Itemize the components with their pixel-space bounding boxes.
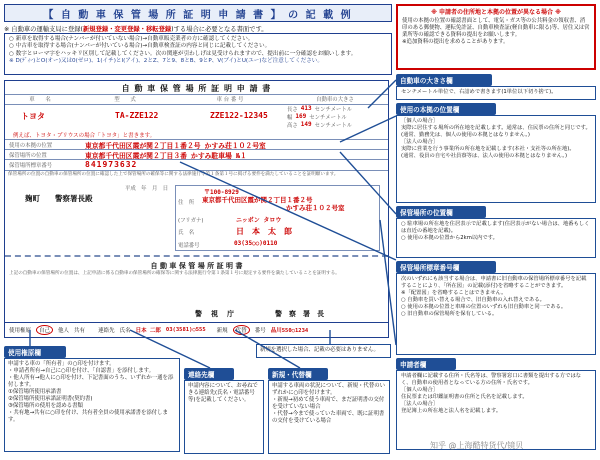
connector-size: [368, 80, 396, 108]
sticker-header: 保管場所標章番号欄: [396, 261, 496, 273]
hq-panel: ［個人の場合］ 実際に居住する場所の所在地を記載します。通常は、住民票の住所と同じです。 (通常、勤務先は、個人の使用の本拠とはなりません。) ［法人の場合］ 実際に営業を行う事業所の所在地を記載します(本社・支社等の所在地)。 (通常、役員の自宅や社員寮等は、法人の使用の本拠とはなりません。): [396, 115, 596, 203]
watermark: 知乎 @上海酷特货代/镜贝: [430, 441, 524, 450]
parking-row: 保管場所の位置 東京都千代田区霞が関２丁目３番 かすみ駐車場 №１: [5, 149, 388, 159]
sticker-value: 841973632: [85, 160, 138, 169]
parking-value: 東京都千代田区霞が関２丁目３番 かすみ駐車場 №１: [85, 152, 247, 160]
applicant-header: 申請者欄: [396, 358, 456, 370]
form-bottom-strip: 使用権原 自己 他人 共有 連絡先 氏名 日本 二郎 03(3581)○555 新規 代替 番号 品川550○1234: [4, 322, 389, 338]
connector-sticker: [180, 162, 396, 260]
hq-header: 使用の本拠の位置欄: [396, 103, 496, 115]
car-name: トヨタ: [21, 112, 45, 121]
connector-applicant: [380, 220, 396, 345]
note-line: ○ 新車を取得する場合(ナンバーが付いていない場合)→自動車販売業者の方に確認してください。: [9, 36, 254, 42]
usage-right-box: 使用権原欄 申請する車の「所有者」の○印を付けます。 ・申請者所有→自己に○印を付け、「自認書」を添付します。 ・他人所有→他人に○印を付け、下記書面のうち、いずれか一通を添付します。 ①保管場所使用承諾書 ②保管場所使用承諾証明書(契約書) ③保管場所の使用を認める書類 ・共有地→共有に○印を付け、共有者全員の使用承諾書を添付します。: [4, 346, 180, 452]
warning-box: ※ 申請者の住所地と本拠の位置が異なる場合 ※ 使用の本拠の位置の確認書面として、電気・ガス等の公共料金の領収書、消印のある郵便物、運転免許証、自動車検査証(軽自動車に限る)等、居住又は営業所等の確認できる資料の提出をお願いします。 ※追加資料の提出を求めることがあります。: [396, 4, 596, 70]
page-title: 【 自 動 車 保 管 場 所 証 明 申 請 書 】 の 記 載 例: [4, 4, 392, 22]
connector-hq: [340, 116, 396, 142]
connector-contact: [130, 330, 210, 368]
police-station: 麹町 警察署長殿: [25, 194, 93, 203]
hq-value: 東京都千代田区霞が関２丁目１番２号 かすみ荘１０２号室: [85, 142, 266, 150]
parking-panel: ○ 駐車場の所在地を住居表示で記載します(住居表示がない場合は、地番もしくは直近の番地を記載)。 ○ 使用の本拠の位置から2km以内です。: [396, 218, 596, 258]
note-line: ○ 中古車を取得する場合(ナンバーが付いている場合)→自動車検査証の内容と同じに記載してください。: [9, 43, 271, 50]
sticker-row: 保管場所標章番号 841973632: [5, 159, 388, 170]
example-note: 例えば、トヨタ・プリウスの場合「トヨタ」と書きます。: [13, 133, 156, 139]
parking-header: 保管場所の位置欄: [396, 206, 486, 218]
connector-parking: [340, 152, 396, 214]
applicant-box: 〒100-8929 住 所 東京都千代田区霞が関２丁目１番２号 かすみ荘１０２号室 (フリガナ) ニッポン タロウ 氏 名 日 本 太 郎 電話番号 03(35○○)0110: [175, 185, 380, 251]
subtitle-note: ※ 自動車の運輸支局に登録(新規登録・変更登録・移転登録)する場合に必要となる書面です。: [4, 26, 268, 33]
size-panel: センチメートル単位で、右詰めで書きます(1単位以下切り捨て)。: [396, 86, 596, 100]
connector-new: [235, 330, 300, 368]
note-line: ※ D(ﾃﾞｨｰ)とO(オー)又は0(ゼロ)、1(イチ)とI(アイ)、2とZ、7と9、8とB、9とP、V(ブイ)とU(ユー)など注意してください。: [9, 57, 323, 64]
declaration: 保管場所の位置の自動車の保管場所の位置に確認した上で保管場所の確保等に関する法律施行令第１条第１号に掲げる要件を満たしていることを証明願います。: [5, 170, 388, 182]
hq-row: 使用の本拠の位置 東京都千代田区霞が関２丁目１番２号 かすみ荘１０２号室: [5, 139, 388, 149]
applicant-panel: 申請者欄に記載する住所・氏名等は、警察署窓口に書類を提出する方ではなく、自動車の使用者となっている方の住所・氏名です。 ［個人の場合］ 住民票または印鑑証明書の住所と氏名を記載します。 ［法人の場合］ 登記簿上の所在地と法人名を記載します。: [396, 370, 596, 450]
form-heading: 自 動 車 保 管 場 所 証 明 申 請 書: [121, 84, 272, 93]
application-form: 自 動 車 保 管 場 所 証 明 申 請 書 車 名 型 式 車 台 番 号 自動車の大きさ トヨタ TA-ZZE122 ZZE122-12345 長さ 413 センチメートル 幅 169 センチメートル 高さ 149 センチメートル 例えば、トヨタ・プリウスの場合「トヨタ」と書きます。 使用の本拠の位置 東京都千代田区霞が関２丁目１番２号 かすみ荘１０２号室 保管場所の位置 東京都千代田区霞が関２丁目３番 かすみ駐車場 №１ 保管場所標章番号 841973632 保管場所の位置の自動車の保管場所の位置に確認した上で保管場所の確保等に関する法律施行令第１条第１号に掲げる要件を満たしていることを証明願います。 平成 年 月 日 麹町 警察署長殿 〒100-8929 住 所 東京都千代田区霞が関２丁目１番２号 かすみ荘１０２号室 (フリガナ) ニッポン タロウ 氏 名 日 本 太 郎 電話番号 03(35○○)0110 自 動 車 保 管 場 所 証 明 書 上記の自動車の保管場所の位置は、上記申請に係る自動車の保管場所の確保等に関する法律施行令第１条第１号に規定する要件を満たしていることを証明する。 警 視 庁 警 察 署 長: [4, 80, 389, 338]
contact-box: 連絡先欄 申請内容について、お尋ねできる連絡先(氏名・電話番号等)を記載してください。: [184, 368, 264, 454]
size-header: 自動車の大きさ欄: [396, 74, 492, 86]
sticker-note-box: 新規を選択した場合、記載の必要はありません。: [256, 344, 391, 358]
sticker-panel: 次のいずれにも該当する場合は、申請書に旧自動車の保管場所標章番号を記載することにより、「所在図」の記載(添付)を省略することができます。 ※「配置図」を省略することはできません。 ○ 自動車を買い替える場合で、旧自動車の入れ替えである。 ○ 使用の本拠の位置と車庫の位置のいずれも旧自動車と同一である。 ○ 旧自動車の保管場所を保有している。: [396, 273, 596, 355]
note-line: ○ 数字とローマ字をハッキリ区別して記載してください。次の関連が引わしげは見受けられますので、提出前に一分確認をお願いします。: [9, 50, 357, 57]
chassis-number: ZZE122-12345: [210, 111, 268, 120]
model: TA-ZZE122: [115, 111, 159, 120]
new-replace-box: 新規・代替欄 申請する車両の状況について、新規・代替のいずれかに○印を付けます。 ・新規→初めて使う車両で、まだ証明書の交付を受けていない場合 ・代替→今まで使っていた車両で、既に証明書の交付を受けている場合: [268, 368, 390, 454]
column-headers: 車 名 型 式 車 台 番 号 自動車の大きさ: [5, 94, 388, 104]
size-block: 長さ 413 センチメートル 幅 169 センチメートル 高さ 149 センチメートル: [287, 105, 353, 129]
certificate-section: 自 動 車 保 管 場 所 証 明 書 上記の自動車の保管場所の位置は、上記申請に係る自動車の保管場所の確保等に関する法律施行令第１条第１号に規定する要件を満たしていることを証明する。: [5, 255, 388, 285]
